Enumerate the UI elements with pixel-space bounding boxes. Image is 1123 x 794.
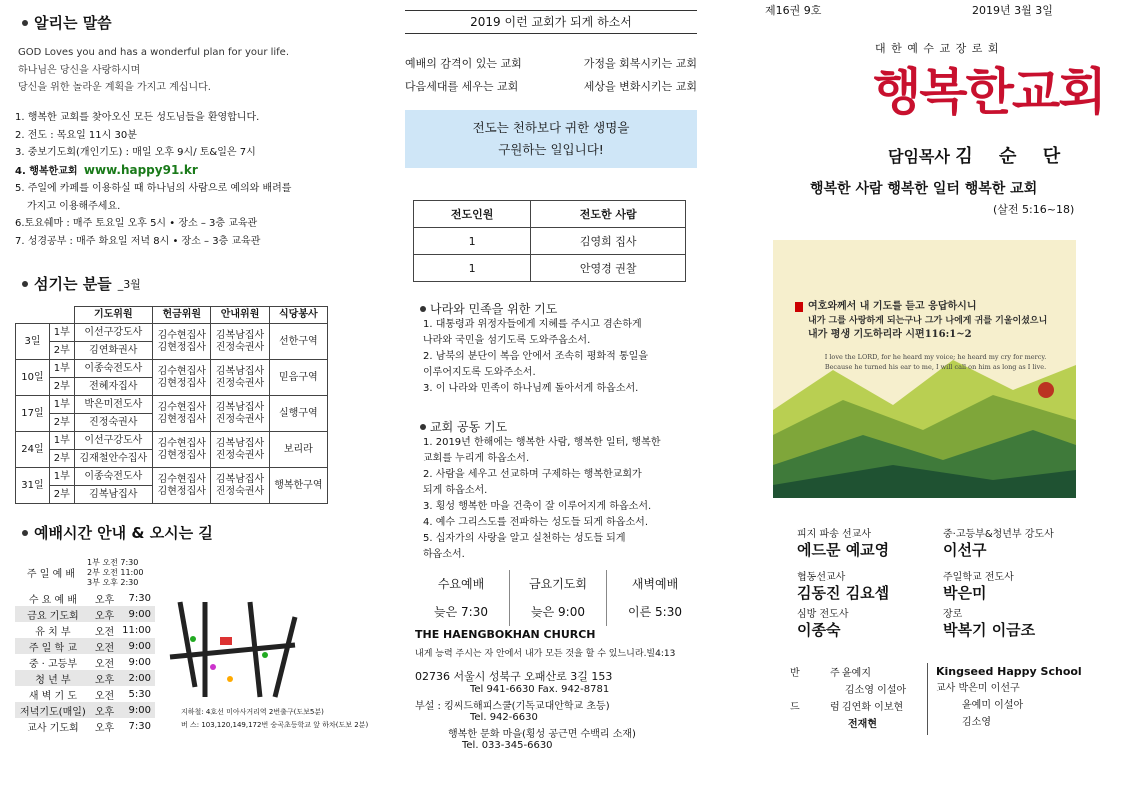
notice-item: 7. 성경공부 : 매주 화요일 저녁 8시 • 장소 – 3층 교육관 <box>15 235 261 247</box>
worship-ampm: 오후 <box>94 594 115 606</box>
website-link[interactable]: www.happy91.kr <box>83 162 198 177</box>
offering-cell: 김수현집사 김현정집사 <box>153 396 211 432</box>
worship-name: 주 일 학 교 <box>15 638 91 654</box>
denomination: 대 한 예 수 교 장 로 회 <box>875 42 1000 55</box>
annex-village: 행복한 문화 마을(횡성 공근면 수백리 소재) <box>448 729 636 740</box>
prayer-cell: 이종숙전도사 <box>74 468 153 486</box>
table-row <box>16 468 328 486</box>
worship-time: 11:00 <box>122 624 151 636</box>
date-cell: 31일 <box>16 468 50 504</box>
worship-name: 중 · 고등부 <box>28 658 78 670</box>
bullet-icon <box>22 281 28 287</box>
worship-name: 저녁기도(매일) <box>15 702 91 718</box>
col-header: 식당봉사 <box>269 307 327 324</box>
worship-title: 예배시간 안내 & 오시는 길 <box>22 522 213 543</box>
worship-row <box>15 590 155 606</box>
notice-item: 4. 행복한교회 www.happy91.kr <box>15 162 198 177</box>
servers-title: 섬기는 분들 _3월 <box>22 273 141 294</box>
worship-time: 9:00 <box>118 702 155 718</box>
annex-village-tel: Tel. 033-345-6630 <box>462 740 553 751</box>
notice-item: 가지고 이용해주세요. <box>27 200 121 212</box>
prayer-church-list: 1. 2019년 한해에는 행복한 사람, 행복한 일터, 행복한 교회를 누리게 하옵소서. 2. 사람을 세우고 선교하며 구제하는 행복한교회가 되게 하옵소서. 3. 횡성 행복한 마을 건축이 잘 이루어지게 하옵소서. 4. 예수 그리스도를 전파하는 성도들 되게 하옵소서. 5. 십자가의 사랑을 알고 실천하는 성도들 되게 하옵소서. <box>423 437 661 560</box>
band-list: 반 주 윤예지 김소영 이설아 드 럼 김연화 이보현 전재현 <box>790 668 907 730</box>
worship-time: 9:00 <box>118 606 155 622</box>
evangelism-banner: 전도는 천하보다 귀한 생명을 구원하는 일입니다! <box>405 110 697 168</box>
prayer-church-title: 교회 공동 기도 <box>420 418 507 435</box>
kitchen-cell: 선한구역 <box>269 324 327 360</box>
table-row <box>16 324 328 342</box>
worship-ampm: 오후 <box>91 606 118 622</box>
prayer-cell: 이종숙전도사 <box>74 360 153 378</box>
worship-row <box>15 686 155 702</box>
pastor: 담임목사 김 순 단 <box>888 146 1071 167</box>
kitchen-cell: 믿음구역 <box>269 360 327 396</box>
worship-name: 교사 기도회 <box>27 722 79 734</box>
notice-item: 6.토요쉐마 : 매주 토요일 오후 5시 • 장소 – 3층 교육관 <box>15 218 258 229</box>
prayer-nation-title: 나라와 민족을 위한 기도 <box>420 300 557 317</box>
offering-cell: 김수현집사 김현정집사 <box>153 324 211 360</box>
part-cell: 2부 <box>50 414 75 432</box>
church-motto: 행복한 사람 행복한 일터 행복한 교회 <box>810 181 1038 197</box>
prayer-cell: 전혜자집사 <box>74 378 153 396</box>
worship-name: 유 치 부 <box>35 626 71 638</box>
col-header: 헌금위원 <box>153 307 211 324</box>
kitchen-cell: 보리라 <box>269 432 327 468</box>
worship-name: 새 벽 기 도 <box>28 690 78 702</box>
col-header: 기도위원 <box>74 307 153 324</box>
prayer-cell: 박은미전도사 <box>74 396 153 414</box>
bullet-icon <box>420 424 426 430</box>
kitchen-cell: 행복한구역 <box>269 468 327 504</box>
col-header: 전도한 사람 <box>531 201 686 228</box>
service-times <box>413 570 703 626</box>
map: 지하철: 4호선 미아사거리역 2번출구(도보5분) 버 스: 103,120,149,172번 숭곡초등학교 앞 하차(도보 2분) <box>165 597 360 737</box>
worship-table <box>15 590 155 734</box>
table-row <box>16 360 328 378</box>
kitchen-cell: 실행구역 <box>269 396 327 432</box>
annex-school-tel: Tel. 942-6630 <box>470 712 538 723</box>
worship-name: 청 년 부 <box>15 670 91 686</box>
col-header: 안내위원 <box>211 307 269 324</box>
part-cell: 1부 <box>50 468 75 486</box>
yearly-title: 2019 이런 교회가 되게 하소서 <box>405 10 697 34</box>
servers-table <box>15 306 328 504</box>
prayer-cell: 김재철안수집사 <box>74 450 153 468</box>
volume-number: 제16권 9호 <box>765 4 822 17</box>
worship-name: 수 요 예 배 <box>28 594 78 606</box>
scripture-artwork <box>773 240 1076 498</box>
staff-right: 중·고등부&청년부 강도사 이선구 주일학교 전도사 박은미 장로 박복기 이금조 <box>943 529 1054 639</box>
worship-time: 9:00 <box>118 638 155 654</box>
church-verse: 내게 능력 주시는 자 안에서 내가 모든 것을 할 수 있느니라.빌4:13 <box>415 649 676 659</box>
part-cell: 2부 <box>50 486 75 504</box>
bullet-icon <box>420 306 426 312</box>
notice-item: 3. 중보기도회(개인기도) : 매일 오후 9시/ 토&일은 7시 <box>15 147 256 158</box>
prayer-cell: 이선구강도사 <box>74 432 153 450</box>
worship-ampm: 오전 <box>94 658 115 670</box>
motto-reference: (살전 5:16~18) <box>993 203 1075 216</box>
worship-time: 7:30 <box>128 592 151 604</box>
worship-time: 5:30 <box>128 688 151 700</box>
notice-title: 알리는 말씀 <box>22 12 112 33</box>
notice-list <box>15 109 360 250</box>
worship-row <box>15 702 155 718</box>
issue-date: 2019년 3월 3일 <box>972 4 1053 17</box>
guide-cell: 김복남집사 진정숙권사 <box>211 396 269 432</box>
offering-cell: 김수현집사 김현정집사 <box>153 432 211 468</box>
worship-row <box>15 606 155 622</box>
church-address: 02736 서울시 성북구 오패산로 3길 153 <box>415 670 613 683</box>
table-row: 1 안영경 권찰 <box>414 255 686 282</box>
church-english-name: THE HAENGBOKHAN CHURCH <box>415 628 596 641</box>
staff-left: 피지 파송 선교사 에드문 예교영 협동선교사 김동진 김요셉 심방 전도사 이종숙 <box>797 529 890 639</box>
part-cell: 2부 <box>50 450 75 468</box>
offering-cell: 김수현집사 김현정집사 <box>153 360 211 396</box>
worship-ampm: 오전 <box>94 690 115 702</box>
annex-school: 부설 : 킹씨드해피스쿨(기독교대안학교 초등) <box>415 701 610 712</box>
part-cell: 1부 <box>50 396 75 414</box>
notice-item: 1. 행복한 교회를 찾아오신 모든 성도님들을 환영합니다. <box>15 112 260 123</box>
date-cell: 17일 <box>16 396 50 432</box>
sunday-service: 주 일 예 배 1부 오전 7:30 2부 오전 11:00 3부 오후 2:30 <box>26 557 144 587</box>
table-row: 1 김영희 집사 <box>414 228 686 255</box>
notice-item: 2. 전도 : 목요일 11시 30분 <box>15 129 137 141</box>
worship-row <box>15 718 155 734</box>
service-dawn: 새벽예배 이른 5:30 <box>628 577 682 619</box>
service-wednesday: 수요예배 늦은 7:30 <box>413 570 510 626</box>
part-cell: 2부 <box>50 342 75 360</box>
worship-ampm: 오전 <box>94 626 115 638</box>
prayer-cell: 이선구강도사 <box>74 324 153 342</box>
worship-ampm: 오후 <box>91 670 118 686</box>
guide-cell: 김복남집사 진정숙권사 <box>211 360 269 396</box>
notice-item: 5. 주일에 카페를 이용하실 때 하나님의 사람으로 예의와 배려를 <box>15 183 292 194</box>
part-cell: 2부 <box>50 378 75 396</box>
table-row <box>16 396 328 414</box>
date-cell: 24일 <box>16 432 50 468</box>
part-cell: 1부 <box>50 432 75 450</box>
intro-text: GOD Loves you and has a wonderful plan for your life. 하나님은 당신을 사랑하시며 당신을 위한 놀라운 계획을 가지고 계십니다. <box>18 47 290 93</box>
worship-time: 7:30 <box>128 720 151 732</box>
church-logo: 행복한교회 <box>873 63 1105 121</box>
table-row <box>16 432 328 450</box>
guide-cell: 김복남집사 진정숙권사 <box>211 324 269 360</box>
worship-row <box>15 622 155 638</box>
guide-cell: 김복남집사 진정숙권사 <box>211 468 269 504</box>
kingseed-school: Kingseed Happy School 교사 박은미 이선구 윤예미 이설아 김소영 <box>936 665 1082 728</box>
worship-ampm: 오전 <box>91 638 118 654</box>
prayer-nation-list: 1. 대통령과 위정자들에게 지혜를 주시고 겸손하게 나라와 국민을 섬기도록 도와주옵소서. 2. 남북의 분단이 복음 안에서 조속히 평화적 통일을 이루어지도록 도와주소서. 3. 이 나라와 민족이 하나님께 돌아서게 하옵소서. <box>423 319 648 394</box>
worship-time: 2:00 <box>118 670 155 686</box>
date-cell: 3일 <box>16 324 50 360</box>
col-header: 전도인원 <box>414 201 531 228</box>
service-friday: 금요기도회 늦은 9:00 <box>510 570 607 626</box>
worship-row <box>15 670 155 686</box>
evangelism-table <box>413 200 686 282</box>
art-verse-english: I love the LORD, for he heard my voice; he heard my cry for mercy. Because he turned his ear to me, I will call on him as long as I live. <box>824 353 1047 371</box>
worship-name: 금요 기도회 <box>15 606 91 622</box>
church-tel: Tel 941-6630 Fax. 942-8781 <box>470 684 610 695</box>
guide-cell: 김복남집사 진정숙권사 <box>211 432 269 468</box>
worship-row <box>15 654 155 670</box>
offering-cell: 김수현집사 김현정집사 <box>153 468 211 504</box>
prayer-cell: 김연화권사 <box>74 342 153 360</box>
part-cell: 1부 <box>50 360 75 378</box>
date-cell: 10일 <box>16 360 50 396</box>
worship-ampm: 오후 <box>94 722 115 734</box>
prayer-cell: 김복남집사 <box>74 486 153 504</box>
worship-ampm: 오후 <box>91 702 118 718</box>
worship-time: 9:00 <box>128 656 151 668</box>
divider <box>927 663 928 735</box>
part-cell: 1부 <box>50 324 75 342</box>
bullet-icon <box>22 530 28 536</box>
church-wishes: 예배의 감격이 있는 교회 가정을 회복시키는 교회 다음세대를 세우는 교회 세상을 변화시키는 교회 <box>405 57 697 93</box>
worship-row <box>15 638 155 654</box>
prayer-cell: 진정숙권사 <box>74 414 153 432</box>
art-verse-korean: 여호와께서 내 기도를 듣고 응답하시니 내가 그를 사랑하게 되는구나 그가 나에게 귀를 기울이셨으니 내가 평생 기도하리라 시편116:1~2 <box>808 301 1048 340</box>
bullet-icon <box>22 20 28 26</box>
